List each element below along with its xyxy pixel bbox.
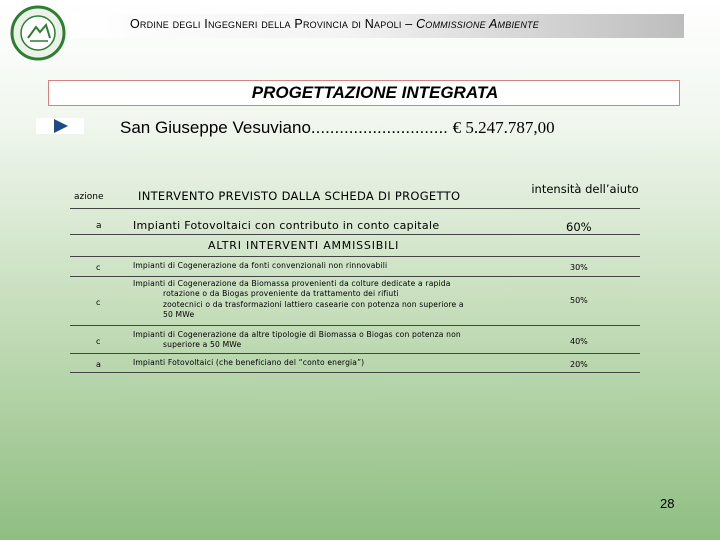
main-row-aid: 60% <box>566 220 592 234</box>
header-separator: – <box>401 17 417 31</box>
row-text-line: Impianti Fotovoltaici (che beneficiano del “conto energia”) <box>133 358 365 367</box>
row-text <box>133 261 518 271</box>
row-text-line: zootecnici o da trasformazioni lattiero casearie con potenza non superiore a <box>163 299 464 309</box>
table-divider <box>70 256 640 257</box>
column-header-aid: intensità dell’aiuto <box>531 182 639 196</box>
table-divider <box>70 234 640 235</box>
table-divider <box>70 353 640 354</box>
page-title: PROGETTAZIONE INTEGRATA <box>251 83 499 102</box>
row-text-line: Impianti di Cogenerazione da altre tipologie di Biomassa o Biogas con potenza non <box>133 330 461 339</box>
engineers-order-logo-icon <box>10 5 66 61</box>
row-action: a <box>96 360 101 369</box>
row-text-line: superiore a 50 MWe <box>163 340 242 350</box>
location-line <box>120 118 555 138</box>
row-text <box>133 279 518 321</box>
location-label: San Giuseppe Vesuviano............................. <box>120 118 448 137</box>
row-text-line: Impianti di Cogenerazione da fonti convenzionali non rinnovabili <box>133 261 388 270</box>
row-aid: 20% <box>570 360 588 369</box>
column-header-intervention: INTERVENTO PREVISTO DALLA SCHEDA DI PROGETTO <box>138 189 461 203</box>
row-action: c <box>96 298 101 307</box>
main-row-action: a <box>96 221 102 231</box>
play-button[interactable] <box>36 118 84 134</box>
column-header-action: azione <box>74 192 104 202</box>
row-action: c <box>96 337 101 346</box>
title-box <box>48 80 680 106</box>
row-aid: 30% <box>570 263 588 272</box>
row-aid: 40% <box>570 337 588 346</box>
row-text-line: 50 MWe <box>163 310 195 320</box>
row-text <box>133 330 518 351</box>
row-action: c <box>96 263 101 272</box>
row-text-line: Impianti di Cogenerazione da Biomassa provenienti da colture dedicate a rapida <box>133 279 451 288</box>
page-number: 28 <box>660 496 675 511</box>
table-divider <box>70 208 640 209</box>
main-row-text: Impianti Fotovoltaici con contributo in conto capitale <box>133 219 440 232</box>
table-divider <box>70 325 640 326</box>
row-text-line: rotazione o da Biogas proveniente da trattamento dei rifiuti <box>163 289 399 299</box>
header-title <box>130 17 539 31</box>
row-text <box>133 358 518 368</box>
section-title: ALTRI INTERVENTI AMMISSIBILI <box>208 239 400 252</box>
header-commission: Commissione Ambiente <box>416 17 539 31</box>
header-org: Ordine degli Ingegneri della Provincia di Napoli <box>130 17 402 31</box>
amount-value: € 5.247.787,00 <box>452 118 555 137</box>
table-divider <box>70 372 640 373</box>
row-aid: 50% <box>570 296 588 305</box>
table-divider <box>70 276 640 277</box>
